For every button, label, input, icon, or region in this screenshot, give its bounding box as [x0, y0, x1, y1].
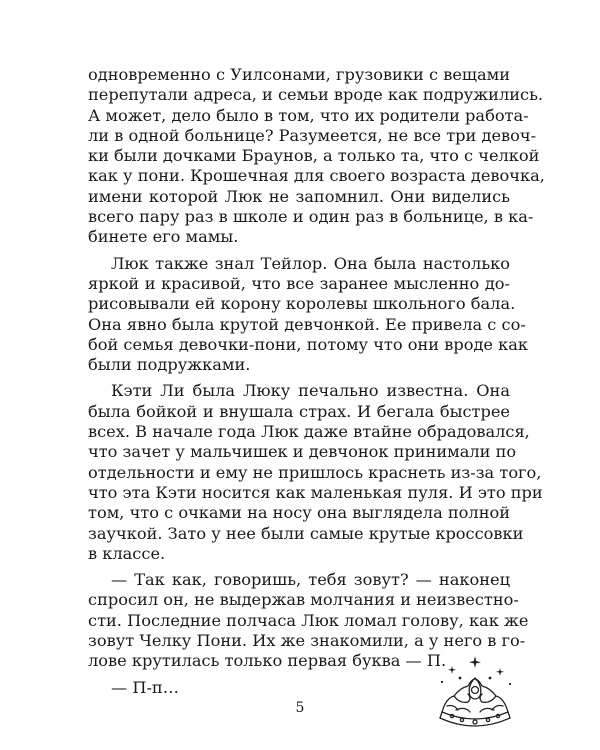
text-line: рисовывали ей корону королевы школьного бала.	[88, 294, 516, 314]
paragraph	[88, 253, 529, 376]
tiara-icon	[430, 652, 520, 738]
text-line: А может, дело было в том, что их родители работа-	[88, 105, 529, 125]
text-line: лове крутилась только первая буква — П.	[88, 651, 447, 671]
text-line: сти. Последние полчаса Люк ломал голову, как же	[88, 610, 529, 630]
text-line: зовут Челку Пони. Их же знакомили, а у него в го-	[88, 631, 526, 651]
text-line: в классе.	[88, 543, 166, 563]
text-line: Кэти Ли была Люку печально известна. Она	[111, 381, 510, 401]
paragraph	[88, 65, 545, 248]
text-line: одновременно с Уилсонами, грузовики с вещами	[88, 65, 510, 84]
text-line: ли в одной больнице? Разумеется, не все три девоч-	[88, 125, 537, 145]
text-line: ки были дочками Браунов, а только та, что с челкой	[88, 146, 540, 166]
text-line: всех. В начале года Люк даже втайне обрадовался,	[88, 422, 530, 442]
text-line: том, что с очками на носу она выглядела полной	[88, 503, 511, 523]
text-line: отдельности и ему не пришлось краснеть из-за того,	[88, 462, 542, 482]
text-line: всего пару раз в школе и один раз в больнице, в ка-	[88, 207, 534, 227]
page-number: 5	[295, 700, 305, 716]
text-line: Она явно была крутой девчонкой. Ее привела с со-	[88, 314, 526, 334]
text-line: что зачет у мальчишек и девчонок принимали по	[88, 442, 517, 462]
text-line: Люк также знал Тейлор. Она была настолько	[111, 253, 510, 273]
text-line: были подружками.	[88, 355, 251, 375]
text-line: имени которой Люк не запомнил. Они виделись	[88, 186, 510, 206]
text-line: — П-п…	[111, 677, 179, 697]
text-line: бинете его мамы.	[88, 227, 239, 247]
text-line: была бойкой и внушала страх. И бегала быстрее	[88, 401, 510, 421]
text-line: перепутали адреса, и семьи вроде как подружились.	[88, 85, 544, 105]
text-line: что эта Кэти носится как маленькая пуля. И это при	[88, 482, 543, 502]
text-line: как у пони. Крошечная для своего возраста девочка,	[88, 166, 545, 186]
text-line: яркой и красивой, что все заранее мысленно до-	[88, 273, 510, 293]
text-line: бой семья девочки-пони, потому что они вроде как	[88, 334, 529, 354]
text-line: — Так как, говоришь, тебя зовут? — наконец	[111, 570, 510, 590]
text-line: заучкой. Зато у нее были самые крутые кроссовки	[88, 523, 524, 543]
page-body-text	[88, 65, 545, 698]
paragraph	[88, 381, 543, 564]
text-line: спросил он, не выдержав молчания и неизвестно-	[88, 590, 519, 610]
